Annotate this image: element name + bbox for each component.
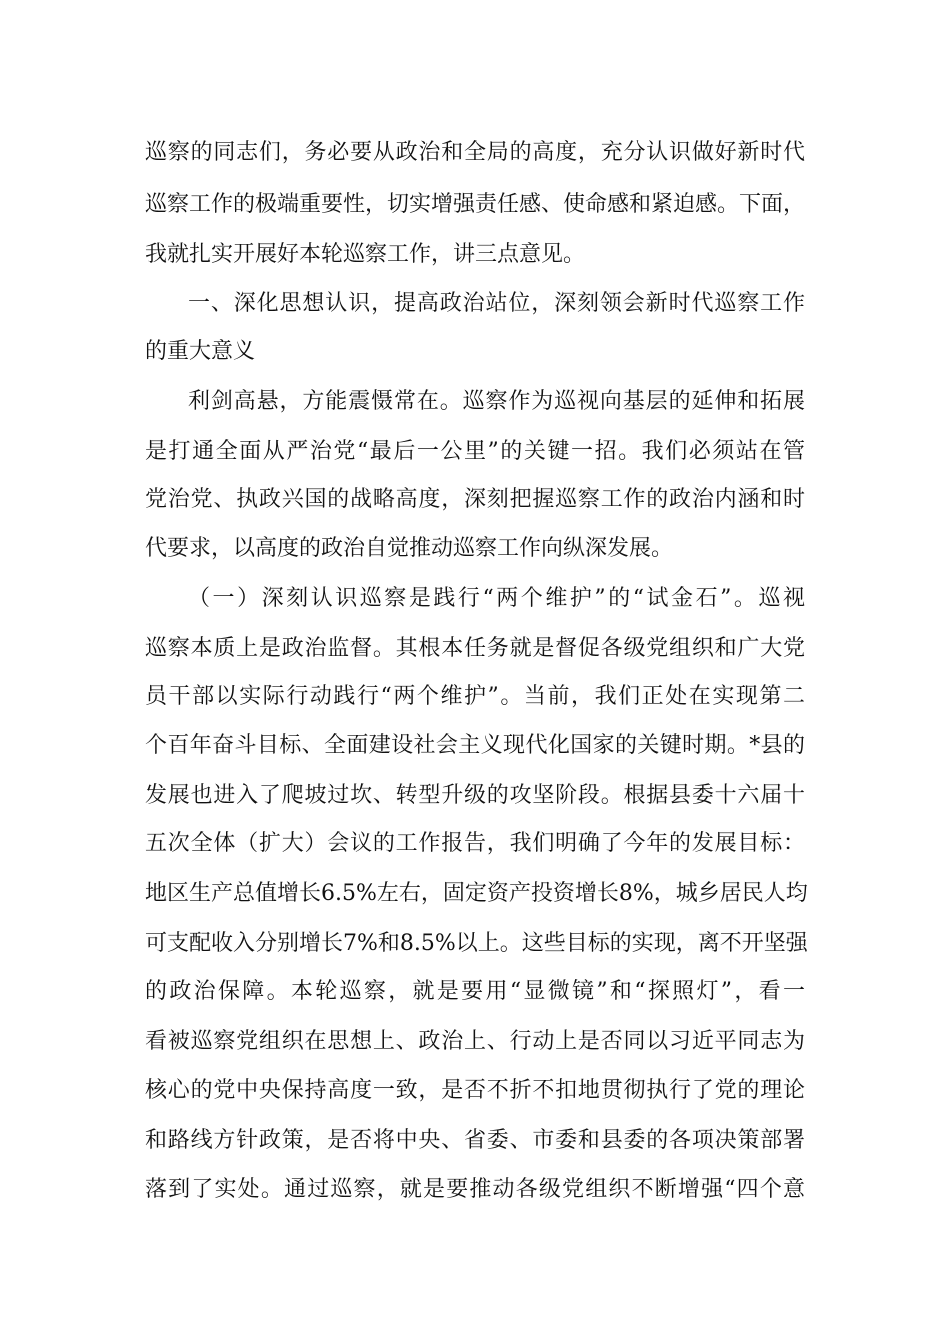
text-line: 落到了实处。通过巡察，就是要推动各级党组织不断增强“四个意	[145, 1177, 805, 1202]
text-line: 巡察本质上是政治监督。其根本任务就是督促各级党组织和广大党	[145, 636, 805, 661]
text-line: 发展也进入了爬坡过坎、转型升级的攻坚阶段。根据县委十六届十	[145, 783, 805, 808]
text-line: 核心的党中央保持高度一致，是否不折不扣地贯彻执行了党的理论	[145, 1078, 805, 1103]
text-line: 看被巡察党组织在思想上、政治上、行动上是否同以习近平同志为	[145, 1029, 805, 1054]
text-line: 个百年奋斗目标、全面建设社会主义现代化国家的关键时期。*县的	[145, 733, 805, 758]
text-line: 党治党、执政兴国的战略高度，深刻把握巡察工作的政治内涵和时	[145, 487, 805, 512]
text-line: 的重大意义	[145, 339, 256, 364]
text-line: 代要求，以高度的政治自觉推动巡察工作向纵深发展。	[145, 536, 674, 561]
text-line: 巡察的同志们，务必要从政治和全局的高度，充分认识做好新时代	[145, 140, 805, 165]
text-line: 利剑高悬，方能震慑常在。巡察作为巡视向基层的延伸和拓展	[188, 389, 805, 414]
text-line: 地区生产总值增长6.5%左右，固定资产投资增长8%，城乡居民人均	[145, 881, 808, 906]
text-line: 的政治保障。本轮巡察，就是要用“显微镜”和“探照灯”，看一	[145, 979, 805, 1004]
text-line: 一、深化思想认识，提高政治站位，深刻领会新时代巡察工作	[188, 291, 805, 316]
text-line: （一）深刻认识巡察是践行“两个维护”的“试金石”。巡视	[188, 586, 805, 611]
text-line: 员干部以实际行动践行“两个维护”。当前，我们正处在实现第二	[145, 684, 805, 709]
text-line: 是打通全面从严治党“最后一公里”的关键一招。我们必须站在管	[145, 439, 805, 464]
text-line: 我就扎实开展好本轮巡察工作，讲三点意见。	[145, 242, 586, 267]
text-line: 巡察工作的极端重要性，切实增强责任感、使命感和紧迫感。下面，	[145, 192, 806, 217]
text-line: 可支配收入分别增长7%和8.5%以上。这些目标的实现，离不开坚强	[145, 931, 808, 956]
text-line: 五次全体（扩大）会议的工作报告，我们明确了今年的发展目标：	[145, 831, 805, 856]
text-line: 和路线方针政策，是否将中央、省委、市委和县委的各项决策部署	[145, 1128, 805, 1153]
